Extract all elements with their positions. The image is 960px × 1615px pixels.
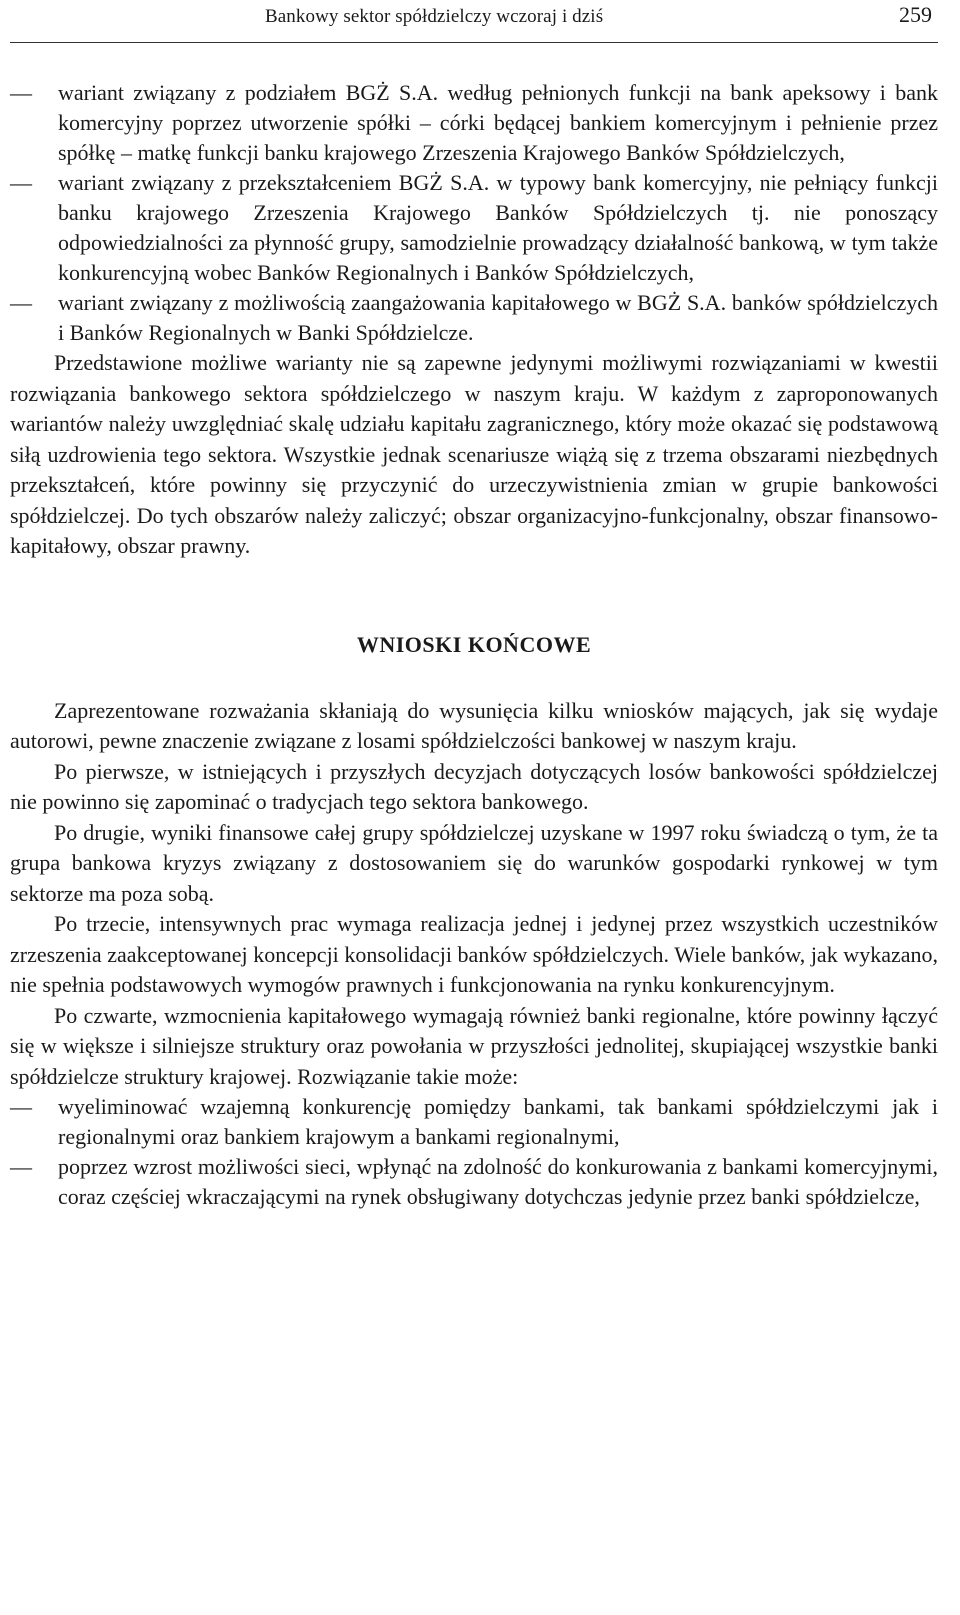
list-item-text: wariant związany z możliwością zaangażowania kapitałowego w BGŻ S.A. banków spółdzielczych i Banków Regionalnych w Banki Spółdzielcze. [58,290,938,345]
list-item-text: poprzez wzrost możliwości sieci, wpłynąć na zdolność do konkurowania z bankami komercyjnymi, coraz częściej wkraczającymi na rynek obsługiwany dotychczas jedynie przez banki spółdzielcze, [58,1154,938,1209]
list-item [10,288,938,348]
page-body [10,78,938,1212]
running-title: Bankowy sektor spółdzielczy wczoraj i dziś [265,6,604,27]
page-header [10,0,938,43]
page-number: 259 [899,2,932,27]
list-item-text: wariant związany z podziałem BGŻ S.A. według pełnionych funkcji na bank apeksowy i bank komercyjny poprzez utworzenie spółki – córki będącej bankiem komercyjnym i pełnienie przez spółkę – matkę funkcji banku krajowego Zrzeszenia Krajowego Banków Spółdzielczych, [58,80,938,165]
paragraph: Po pierwsze, w istniejących i przyszłych decyzjach dotyczących losów bankowości spółdzielczej nie powinno się zapominać o tradycjach tego sektora bankowego. [10,758,938,814]
conclusions-list [10,1092,938,1212]
paragraph: Zaprezentowane rozważania skłaniają do wysunięcia kilku wniosków mających, jak się wydaje autorowi, pewne znaczenie związane z losami spółdzielczości bankowej w naszym kraju. [10,697,938,753]
list-item-text: wyeliminować wzajemną konkurencję pomiędzy bankami, tak bankami spółdzielczymi jak i regionalnymi oraz bankiem krajowym a bankami regionalnymi, [58,1094,938,1149]
dash-bullet: — [10,1094,32,1119]
dash-bullet: — [10,80,32,105]
paragraph: Po drugie, wyniki finansowe całej grupy spółdzielczej uzyskane w 1997 roku świadczą o tym, że ta grupa bankowa kryzys związany z dostosowaniem się do warunków gospodarki rynkowej w tym sektorze ma poza sobą. [10,819,938,906]
list-item [10,1152,938,1212]
dash-bullet: — [10,170,32,195]
list-item [10,78,938,168]
paragraph: Po trzecie, intensywnych prac wymaga realizacja jednej i jedynej przez wszystkich uczestników zrzeszenia zaakceptowanej koncepcji konsolidacji banków spółdzielczych. Wiele banków, jak wykazano, nie spełnia podstawowych wymogów prawnych i funkcjonowania na rynku konkurencyjnym. [10,911,938,997]
dash-bullet: — [10,290,32,315]
dash-bullet: — [10,1154,32,1179]
list-item [10,1092,938,1152]
list-item [10,168,938,288]
list-item-text: wariant związany z przekształceniem BGŻ S.A. w typowy bank komercyjny, nie pełniący funkcji banku krajowego Zrzeszenia Krajowego Banków Spółdzielczych tj. nie ponoszący odpowiedzialności za płynność grupy, samodzielnie prowadzący działalność bankową, w tym także konkurencyjną wobec Banków Regionalnych i Banków Spółdzielczych, [58,170,938,285]
intro-paragraph: Przedstawione możliwe warianty nie są zapewne jedynymi możliwymi rozwiązaniami w kwestii rozwiązania bankowego sektora spółdzielczego w naszym kraju. W każdym z zaproponowanych wariantów należy uwzględniać skalę udziału kapitału zagranicznego, który może okazać się podstawową siłą uzdrowienia tego sektora. Wszystkie jednak scenariusze wiążą się z trzema obszarami niezbędnych przekształceń, które powinny się przyczynić do urzeczywistnienia zmian w grupie bankowości spółdzielczej. Do tych obszarów należy zaliczyć; obszar organizacyjno-funkcjonalny, obszar finansowo-kapitałowy, obszar prawny. [10,350,938,558]
variants-list [10,78,938,348]
paragraph: Po czwarte, wzmocnienia kapitałowego wymagają również banki regionalne, które powinny łączyć się w większe i silniejsze struktury oraz powołania w przyszłości jednolitej, skupiającej wszystkie banki spółdzielcze struktury krajowej. Rozwiązanie takie może: [10,1002,938,1089]
section-heading: WNIOSKI KOŃCOWE [356,631,592,657]
